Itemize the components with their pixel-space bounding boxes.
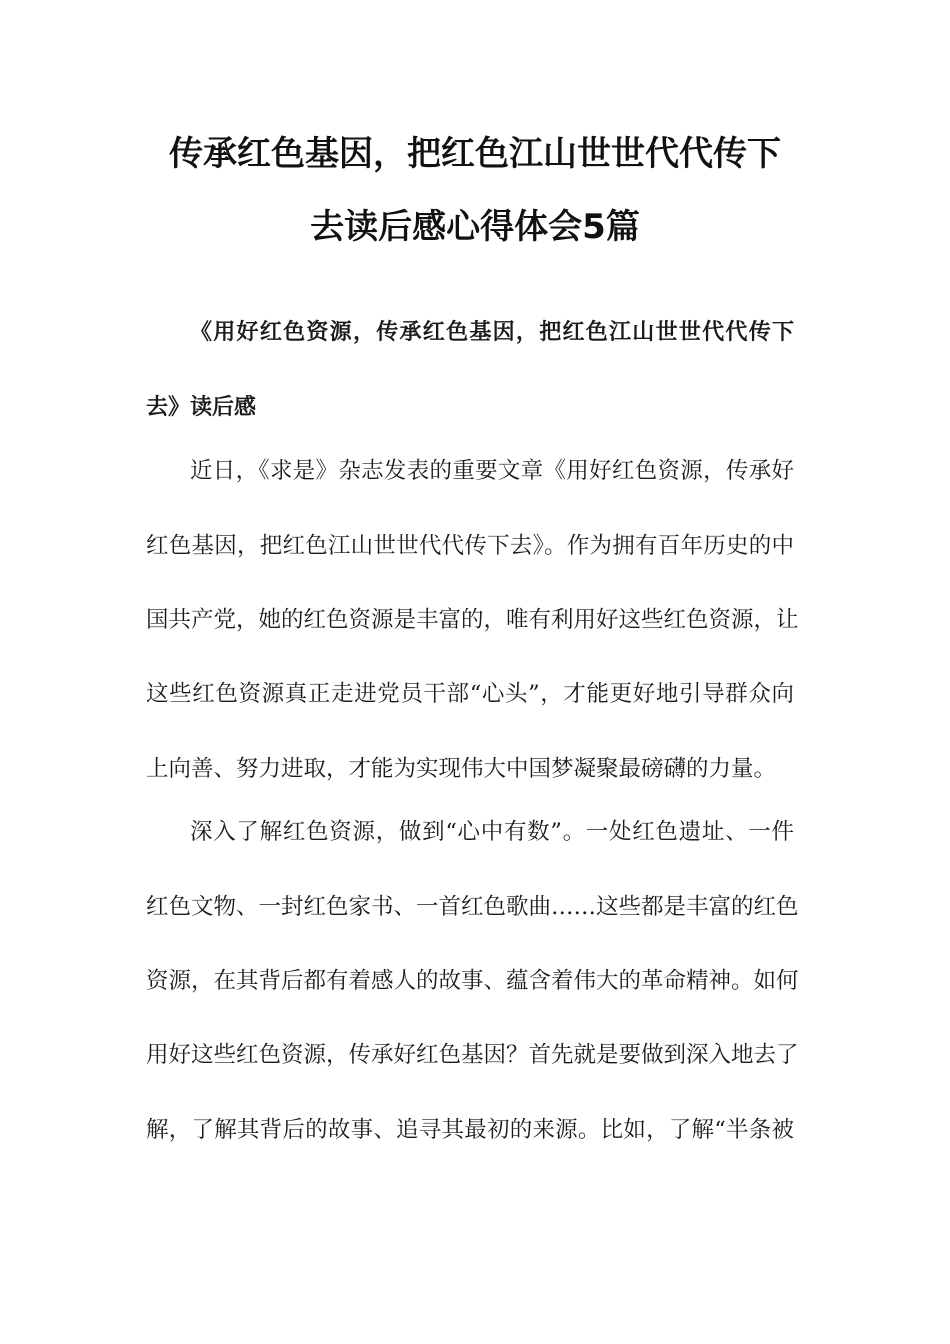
paragraph-1-line-4: 这些红色资源真正走进党员干部“心头”，才能更好地引导群众向 [146, 681, 794, 707]
paragraph-2-line-5: 解，了解其背后的故事、追寻其最初的来源。比如，了解“半条被 [146, 1117, 794, 1143]
subtitle-line-2: 去》读后感 [146, 395, 257, 420]
paragraph-1-line-5: 上向善、努力进取，才能为实现伟大中国梦凝聚最磅礴的力量。 [146, 756, 777, 782]
document-title-line-2: 去读后感心得体会5篇 [310, 207, 640, 247]
paragraph-2-line-1: 深入了解红色资源，做到“心中有数”。一处红色遗址、一件 [190, 819, 794, 845]
paragraph-2-line-3: 资源，在其背后都有着感人的故事、蕴含着伟大的革命精神。如何 [146, 968, 799, 994]
paragraph-2-line-2: 红色文物、一封红色家书、一首红色歌曲……这些都是丰富的红色 [146, 894, 799, 920]
paragraph-1-line-2: 红色基因，把红色江山世世代代传下去》。作为拥有百年历史的中 [146, 533, 794, 559]
paragraph-1-line-3: 国共产党，她的红色资源是丰富的，唯有利用好这些红色资源，让 [146, 607, 799, 633]
paragraph-2-line-4: 用好这些红色资源，传承好红色基因？首先就是要做到深入地去了 [146, 1042, 799, 1068]
paragraph-1-line-1: 近日，《求是》杂志发表的重要文章《用好红色资源，传承好 [190, 458, 794, 484]
document-title-line-1: 传承红色基因，把红色江山世世代代传下 [169, 134, 781, 174]
subtitle-line-1: 《用好红色资源，传承红色基因，把红色江山世世代代传下 [190, 320, 794, 345]
